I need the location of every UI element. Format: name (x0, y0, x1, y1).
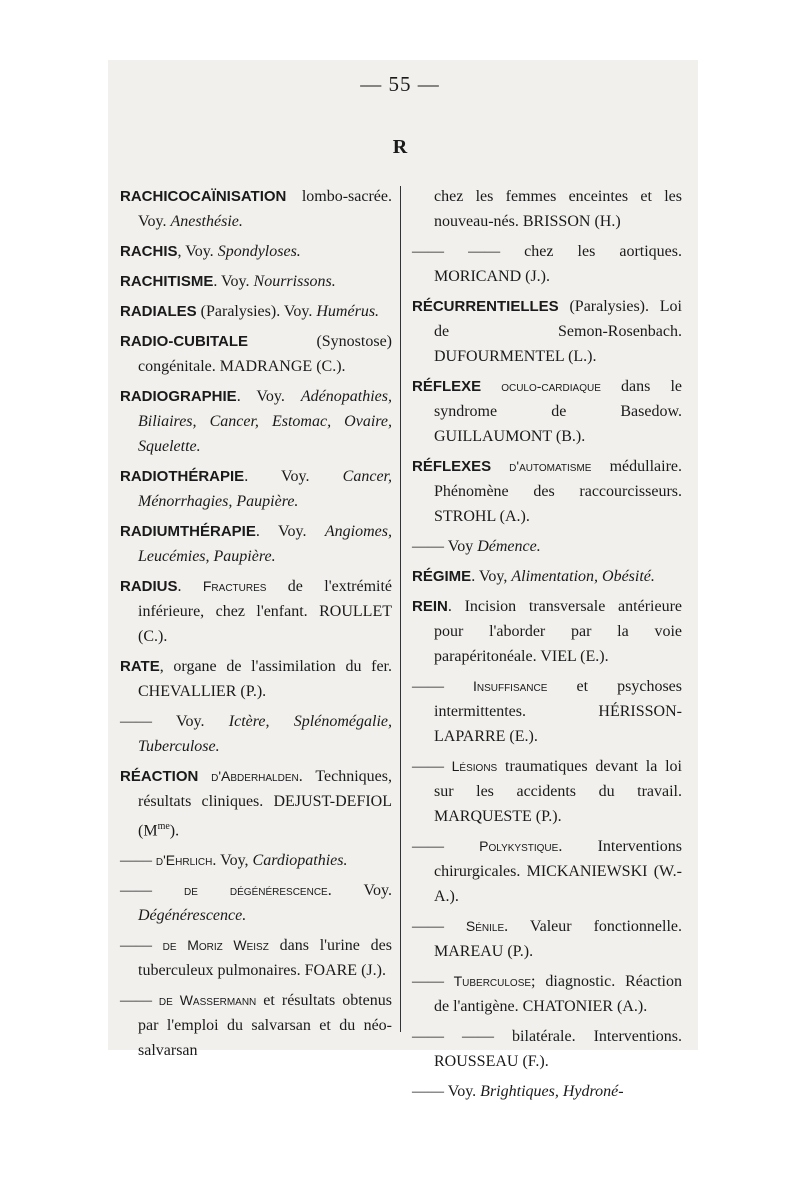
entry-headword: RÉFLEXE (412, 378, 482, 395)
entry-smallcaps: de Moriz Weisz (152, 937, 269, 954)
entry-text: . (177, 578, 203, 595)
entry-smallcaps: d'Abderhalden (198, 768, 299, 784)
entry-smallcaps: oculo-cardiaque (481, 378, 601, 394)
right-entry (412, 239, 682, 289)
entry-dash: —— (120, 713, 152, 730)
left-entry (120, 519, 392, 569)
right-entry (412, 754, 682, 829)
entry-dash: —— (412, 1083, 444, 1100)
entry-smallcaps: Sénile (444, 918, 505, 934)
left-entry (120, 878, 392, 928)
entry-text: médullaire. Phénomène des raccourcisseurs. STROHL (A.). (434, 458, 682, 525)
entry-text: . Voy. (327, 882, 393, 900)
right-entry (412, 534, 682, 559)
entry-text: Voy (444, 538, 478, 555)
entry-headword: RÉACTION (120, 768, 199, 785)
entry-text: chez les femmes enceintes et les nouveau-nés. BRISSON (H.) (434, 188, 682, 230)
right-entry (412, 184, 682, 234)
entry-text: . Incision transversale antérieure pour l'aborder par la voie parapéritonéale. VIEL (E.). (434, 598, 682, 665)
entry-dash: —— (412, 973, 444, 990)
entry-text: , Voy. (177, 243, 218, 260)
entry-text: dans le syndrome de Basedow. GUILLAUMONT (B.). (434, 378, 682, 445)
entry-smallcaps: Tuberculose (444, 973, 532, 989)
section-letter: R (392, 136, 408, 158)
entry-text: bilatérale. Interventions. ROUSSEAU (F.). (434, 1028, 683, 1070)
entry-smallcaps: Insuffisance (444, 678, 548, 694)
entry-text: Voy. (152, 713, 229, 730)
entry-smallcaps: Lésions (444, 758, 498, 774)
entry-text: traumatiques devant la loi sur les accidents du travail. MARQUESTE (P.). (434, 758, 682, 825)
entry-headword: RÉCURRENTIELLES (412, 298, 559, 315)
entry-headword: RÉGIME (412, 568, 472, 585)
column-divider (400, 186, 401, 1032)
entry-dash: —— (120, 882, 152, 900)
left-entry (120, 933, 392, 983)
entry-smallcaps: d'Ehrlich (152, 852, 213, 869)
entry-text: (Synostose) congénitale. MADRANGE (C.). (138, 333, 392, 375)
entry-italic: Adénopathies, Biliaires, Cancer, Estomac, Ovaire, Squelette. (138, 388, 392, 455)
right-entry (412, 834, 682, 909)
entry-text: . Voy. (236, 388, 301, 405)
entry-text: . Interventions chirurgicales. MICKANIEWSKI (W.-A.). (434, 838, 683, 905)
entry-text: ; diagnostic. Réaction de l'antigène. CHATONIER (A.). (434, 973, 682, 1015)
entry-smallcaps: Polykystique (444, 838, 559, 854)
left-entry (120, 299, 392, 324)
right-entry (412, 674, 682, 749)
right-entry (412, 564, 682, 589)
entry-italic: Ictère, Splénomégalie, Tuberculose. (138, 713, 392, 755)
left-column (120, 184, 392, 1068)
entry-dash: —— —— (412, 243, 501, 260)
right-entry (412, 294, 682, 369)
entry-headword: RADIOGRAPHIE (120, 388, 237, 405)
entry-smallcaps: Fractures (202, 578, 267, 594)
entry-italic: Brightiques, Hydroné- (480, 1083, 624, 1100)
left-entry (120, 239, 392, 264)
left-entry (120, 848, 392, 873)
right-column (412, 184, 682, 1109)
entry-dash: —— (120, 992, 152, 1010)
entry-text: . Valeur fonctionnelle. MAREAU (P.). (434, 918, 682, 960)
entry-headword: RACHICOCAÏNISATION (120, 188, 287, 205)
entry-text: . Techniques, résultats cliniques. DEJUST-DEFIOL (M (138, 768, 392, 840)
entry-headword: RATE (120, 658, 160, 675)
entry-headword: RADIUS (120, 578, 178, 595)
entry-headword: RACHITISME (120, 273, 214, 290)
left-entry (120, 709, 392, 759)
entry-smallcaps: d'automatisme (491, 458, 592, 474)
entry-headword: RADIOTHÉRAPIE (120, 468, 245, 485)
entry-text: ). (169, 822, 180, 840)
entry-italic: Alimentation, Obésité. (511, 568, 655, 585)
entry-dash: —— (412, 918, 444, 935)
entry-italic: Cardiopathies. (252, 852, 348, 870)
entry-text: et psychoses intermittentes. HÉRISSON-LAPARRE (E.). (434, 678, 682, 745)
entry-text: , organe de l'assimilation du fer. CHEVALLIER (P.). (138, 658, 392, 700)
left-entry (120, 329, 392, 379)
entry-headword: RADIO-CUBITALE (120, 333, 249, 350)
right-entry (412, 454, 682, 529)
left-entry (120, 184, 392, 234)
entry-dash: —— (120, 937, 152, 955)
left-entry (120, 654, 392, 704)
left-entry (120, 269, 392, 294)
entry-dash: —— (412, 838, 444, 855)
entry-text: . Voy. (244, 468, 343, 485)
right-entry (412, 1024, 682, 1074)
entry-text: Voy. (444, 1083, 481, 1100)
entry-italic: Cancer, Ménorrhagies, Paupière. (138, 468, 392, 510)
left-entry (120, 764, 392, 843)
entry-dash: —— (120, 852, 152, 870)
entry-text: . Voy. (213, 273, 254, 290)
entry-superscript: me (157, 821, 170, 832)
left-entry (120, 988, 392, 1063)
entry-dash: —— (412, 758, 444, 775)
entry-text: lombo-sacrée. Voy. (138, 188, 392, 230)
entry-headword: RADIALES (120, 303, 197, 320)
left-entry (120, 384, 392, 459)
entry-headword: RADIUMTHÉRAPIE (120, 523, 256, 540)
entry-italic: Anesthésie. (170, 213, 243, 230)
entry-text: et résultats obtenus par l'emploi du salvarsan et du néo-salvarsan (138, 992, 392, 1060)
entry-text: dans l'urine des tuberculeux pulmonaires. FOARE (J.). (138, 937, 392, 980)
entry-headword: RÉFLEXES (412, 458, 492, 475)
right-entry (412, 594, 682, 669)
right-entry (412, 914, 682, 964)
entry-italic: Nourrissons. (253, 273, 336, 290)
left-entry (120, 574, 392, 649)
entry-dash: —— (412, 538, 444, 555)
entry-dash: —— —— (412, 1028, 495, 1045)
entry-text: . Voy, (471, 568, 512, 585)
entry-smallcaps: de dégénérescence (152, 882, 328, 899)
left-entry (120, 464, 392, 514)
entry-text: . Voy, (212, 852, 253, 870)
entry-italic: Humérus. (316, 303, 380, 320)
right-entry (412, 374, 682, 449)
entry-headword: REIN (412, 598, 448, 615)
entry-text: chez les aortiques. MORICAND (J.). (434, 243, 683, 285)
entry-italic: Dégénérescence. (138, 907, 247, 925)
right-entry (412, 1079, 682, 1104)
entry-italic: Démence. (477, 538, 541, 555)
entry-italic: Spondyloses. (217, 243, 301, 260)
entry-headword: RACHIS (120, 243, 178, 260)
right-entry (412, 969, 682, 1019)
page-number: — 55 — (360, 72, 440, 96)
entry-text: (Paralysies). Voy. (196, 303, 317, 320)
entry-text: . Voy. (255, 523, 325, 540)
entry-italic: Angiomes, Leucémies, Paupière. (138, 523, 392, 565)
entry-text: (Paralysies). Loi de Semon-Rosenbach. DUFOURMENTEL (L.). (434, 298, 682, 365)
entry-smallcaps: de Wassermann (152, 992, 257, 1009)
entry-dash: —— (412, 678, 444, 695)
entry-text: de l'extrémité inférieure, chez l'enfant. ROULLET (C.). (138, 578, 392, 645)
